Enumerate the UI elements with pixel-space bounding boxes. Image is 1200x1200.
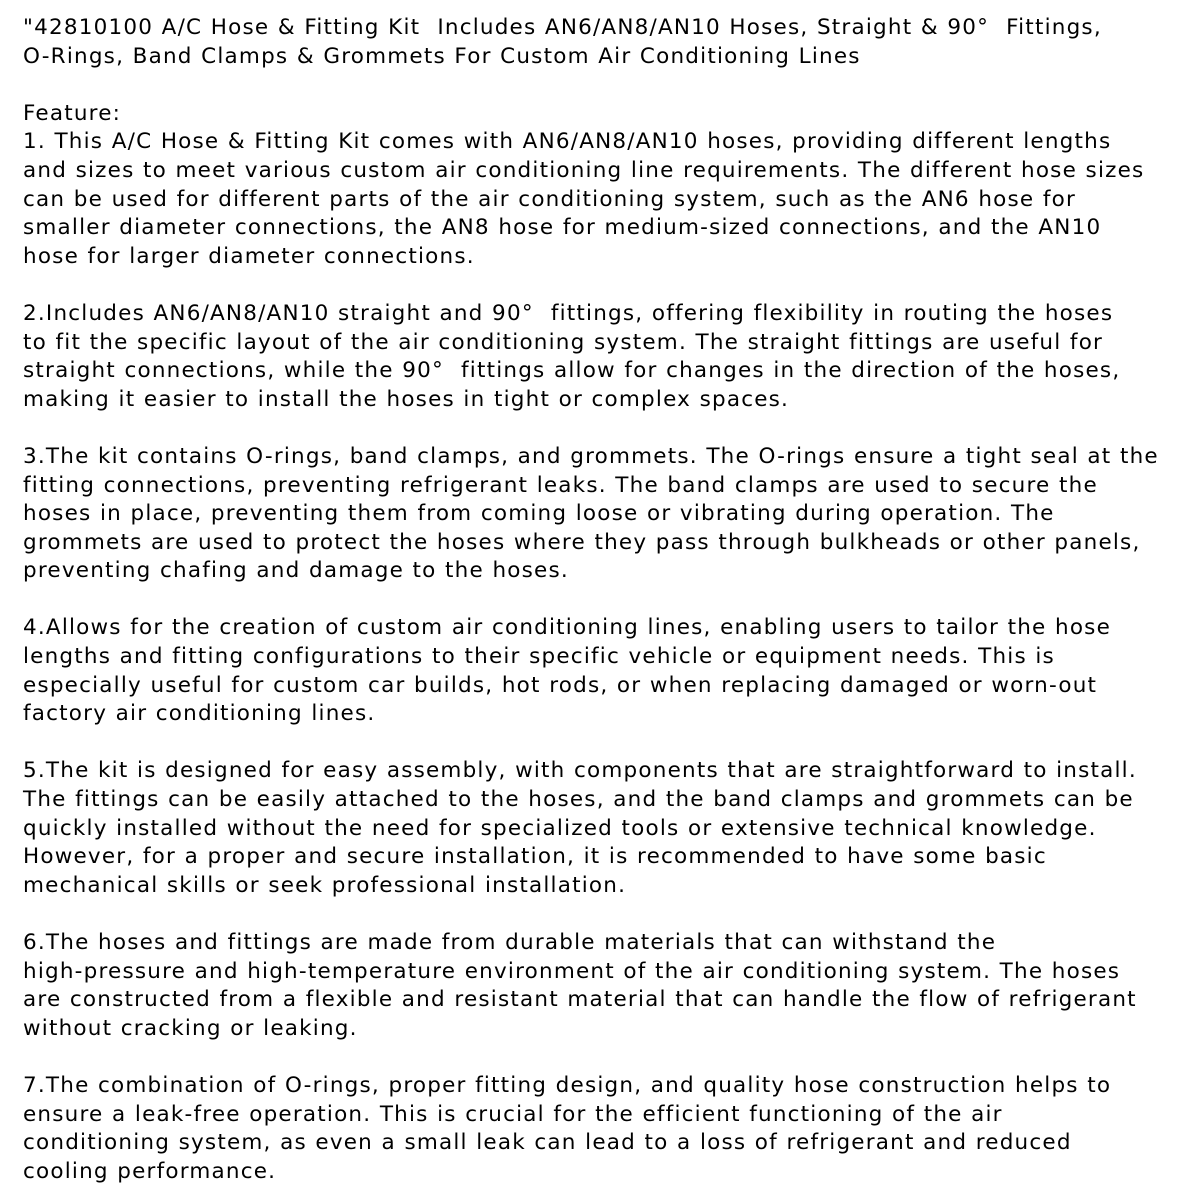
feature-item-6: 6.The hoses and fittings are made from durable materials that can withstand the high-pressure and high-temperature environment of the air conditioning system. The hoses are constructed from a flexible and resistant material that can handle the flow of refrigerant without cracking or leaking. (23, 930, 1137, 1041)
paragraph-spacer (23, 1043, 1195, 1072)
paragraph-spacer (23, 271, 1195, 300)
feature-item-5: 5.The kit is designed for easy assembly, with components that are straightforward to install. The fittings can be easily attached to the hoses, and the band clamps and grommets can be quickly installed without the need for specialized tools or extensive technical knowledge. However, for a proper and secure installation, it is recommended to have some basic mechanical skills or seek professional installation. (23, 758, 1137, 898)
paragraph-spacer (23, 414, 1195, 443)
paragraph-spacer (23, 729, 1195, 758)
feature-item-4: 4.Allows for the creation of custom air conditioning lines, enabling users to tailor the hose lengths and fitting configurations to their specific vehicle or equipment needs. This is especially useful for custom car builds, hot rods, or when replacing damaged or worn-out factory air conditioning lines. (23, 615, 1111, 727)
paragraph-spacer (23, 586, 1195, 615)
paragraph-spacer (23, 900, 1195, 929)
feature-item-3: 3.The kit contains O-rings, band clamps, and grommets. The O-rings ensure a tight seal at the fitting connections, preventing refrigerant leaks. The band clamps are used to secure the hoses in place, preventing them from coming loose or vibrating during operation. The grommets are used to protect the hoses where they pass through bulkheads or other panels, preventing chafing and damage to the hoses. (23, 443, 1159, 584)
feature-item-2: 2.Includes AN6/AN8/AN10 straight and 90° fittings, offering flexibility in routing the hoses to fit the specific layout of the air conditioning system. The straight fittings are useful for straight connections, while the 90° fittings allow for changes in the direction of the hoses, making it easier to install the hoses in tight or complex spaces. (23, 300, 1121, 412)
feature-heading: Feature: (23, 100, 122, 126)
feature-item-7: 7.The combination of O-rings, proper fitting design, and quality hose construction helps to ensure a leak-free operation. This is crucial for the efficient functioning of the air conditioning system, as even a small leak can lead to a loss of refrigerant and reduced cooling performance. (23, 1072, 1112, 1184)
document-body (23, 14, 1195, 1186)
product-title: "42810100 A/C Hose & Fitting Kit Includes AN6/AN8/AN10 Hoses, Straight & 90° Fittings, O-Rings, Band Clamps & Grommets For Custom Air Conditioning Lines (23, 15, 1102, 69)
paragraph-spacer (23, 71, 1195, 100)
feature-item-1: 1. This A/C Hose & Fitting Kit comes with AN6/AN8/AN10 hoses, providing different lengths and sizes to meet various custom air conditioning line requirements. The different hose sizes can be used for different parts of the air conditioning system, such as the AN6 hose for smaller diameter connections, the AN8 hose for medium-sized connections, and the AN10 hose for larger diameter connections. (23, 129, 1145, 269)
